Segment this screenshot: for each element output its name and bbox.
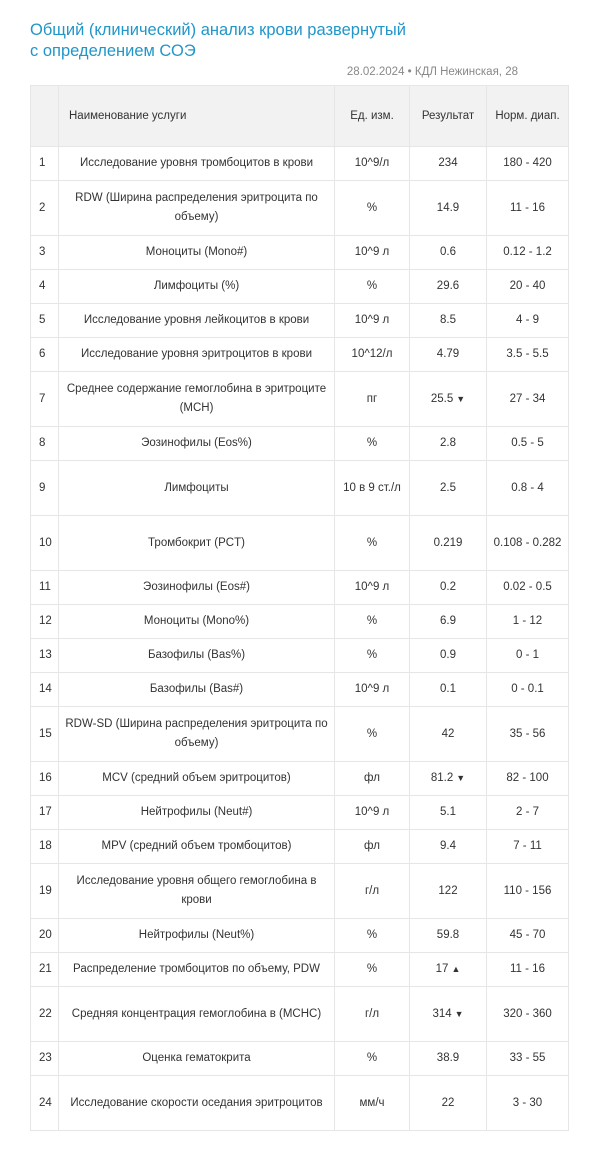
header-num xyxy=(31,86,59,147)
row-unit: % xyxy=(335,605,410,639)
row-num: 5 xyxy=(31,304,59,338)
row-unit: 10^9 л xyxy=(335,673,410,707)
row-result xyxy=(410,461,487,516)
title-line-2: с определением СОЭ xyxy=(30,42,196,60)
row-num: 24 xyxy=(31,1076,59,1131)
row-result xyxy=(410,953,487,987)
row-unit: 10^9/л xyxy=(335,147,410,181)
table-row xyxy=(31,304,569,338)
arrow-down-icon: ▼ xyxy=(454,1008,464,1019)
row-result xyxy=(410,571,487,605)
row-unit: 10^9 л xyxy=(335,236,410,270)
row-num: 17 xyxy=(31,796,59,830)
row-name: MCV (средний объем эритроцитов) xyxy=(59,762,335,796)
row-name: Базофилы (Bas#) xyxy=(59,673,335,707)
row-range: 27 - 34 xyxy=(487,372,569,427)
row-name: Лимфоциты (%) xyxy=(59,270,335,304)
result-value: 2.5 xyxy=(440,481,456,494)
row-unit: 10^12/л xyxy=(335,338,410,372)
result-value: 38.9 xyxy=(436,1052,460,1064)
row-num: 7 xyxy=(31,372,59,427)
result-value: 8.5 xyxy=(440,314,456,326)
table-row xyxy=(31,427,569,461)
row-name: MPV (средний объем тромбоцитов) xyxy=(59,830,335,864)
header-name: Наименование услуги xyxy=(59,86,335,147)
row-range: 4 - 9 xyxy=(487,304,569,338)
row-unit: пг xyxy=(335,372,410,427)
row-num: 3 xyxy=(31,236,59,270)
result-value: 0.2 xyxy=(440,581,456,593)
row-unit: 10^9 л xyxy=(335,571,410,605)
row-unit: 10^9 л xyxy=(335,796,410,830)
row-result xyxy=(410,427,487,461)
row-num: 16 xyxy=(31,762,59,796)
table-body xyxy=(31,147,569,1131)
row-num: 12 xyxy=(31,605,59,639)
page-title xyxy=(30,20,450,62)
row-num: 21 xyxy=(31,953,59,987)
result-value: 42 xyxy=(441,727,455,740)
row-unit: % xyxy=(335,639,410,673)
row-name: Эозинофилы (Eos%) xyxy=(59,427,335,461)
table-row xyxy=(31,372,569,427)
row-num: 1 xyxy=(31,147,59,181)
row-range: 3 - 30 xyxy=(487,1076,569,1131)
row-range: 7 - 11 xyxy=(487,830,569,864)
row-unit: % xyxy=(335,707,410,762)
row-result xyxy=(410,270,487,304)
row-range: 0 - 1 xyxy=(487,639,569,673)
row-num: 9 xyxy=(31,461,59,516)
row-result xyxy=(410,864,487,919)
row-result xyxy=(410,639,487,673)
row-num: 23 xyxy=(31,1042,59,1076)
row-unit: % xyxy=(335,427,410,461)
table-row xyxy=(31,461,569,516)
table-row xyxy=(31,1076,569,1131)
table-row xyxy=(31,987,569,1042)
row-unit: % xyxy=(335,919,410,953)
table-row xyxy=(31,707,569,762)
row-num: 2 xyxy=(31,181,59,236)
table-row xyxy=(31,605,569,639)
row-unit: % xyxy=(335,181,410,236)
row-result xyxy=(410,516,487,571)
result-value: 9.4 xyxy=(440,840,456,852)
row-name: RDW (Ширина распределения эритроцита по объему) xyxy=(59,181,335,236)
table-row xyxy=(31,516,569,571)
result-value: 2.8 xyxy=(440,437,456,449)
table-row xyxy=(31,919,569,953)
row-num: 20 xyxy=(31,919,59,953)
row-name: Исследование уровня общего гемоглобина в крови xyxy=(59,864,335,919)
row-unit: 10^9 л xyxy=(335,304,410,338)
table-row xyxy=(31,236,569,270)
result-value: 234 xyxy=(438,157,458,169)
result-value: 0.1 xyxy=(440,683,456,695)
row-unit: фл xyxy=(335,830,410,864)
result-value: 59.8 xyxy=(436,929,460,941)
row-range: 11 - 16 xyxy=(487,181,569,236)
row-range: 0.5 - 5 xyxy=(487,427,569,461)
row-result xyxy=(410,796,487,830)
table-row xyxy=(31,673,569,707)
row-result xyxy=(410,338,487,372)
arrow-down-icon: ▼ xyxy=(456,773,466,783)
result-value: 6.9 xyxy=(440,615,456,627)
title-line-1: Общий (клинический) анализ крови развернутый xyxy=(30,21,406,39)
row-num: 19 xyxy=(31,864,59,919)
row-unit: мм/ч xyxy=(335,1076,410,1131)
table-row xyxy=(31,639,569,673)
row-name: Эозинофилы (Eos#) xyxy=(59,571,335,605)
row-unit: г/л xyxy=(335,987,410,1042)
table-row xyxy=(31,796,569,830)
table-row xyxy=(31,864,569,919)
table-row xyxy=(31,147,569,181)
result-value: 81.2 xyxy=(430,772,454,784)
row-unit: % xyxy=(335,1042,410,1076)
table-row xyxy=(31,270,569,304)
row-range: 35 - 56 xyxy=(487,707,569,762)
header-unit: Ед. изм. xyxy=(335,86,410,147)
row-range: 3.5 - 5.5 xyxy=(487,338,569,372)
result-value: 122 xyxy=(438,884,458,897)
table-row xyxy=(31,762,569,796)
row-result xyxy=(410,236,487,270)
row-range: 0.12 - 1.2 xyxy=(487,236,569,270)
result-value: 0.219 xyxy=(433,536,463,549)
row-result xyxy=(410,919,487,953)
row-result xyxy=(410,830,487,864)
row-num: 14 xyxy=(31,673,59,707)
result-value: 22 xyxy=(441,1096,455,1109)
row-result xyxy=(410,181,487,236)
row-name: Распределение тромбоцитов по объему, PDW xyxy=(59,953,335,987)
row-result xyxy=(410,304,487,338)
table-row xyxy=(31,571,569,605)
row-range: 0.108 - 0.282 xyxy=(487,516,569,571)
row-result xyxy=(410,673,487,707)
row-range: 45 - 70 xyxy=(487,919,569,953)
row-name: Моноциты (Mono#) xyxy=(59,236,335,270)
row-result xyxy=(410,147,487,181)
row-range: 0.8 - 4 xyxy=(487,461,569,516)
row-result xyxy=(410,605,487,639)
table-row xyxy=(31,338,569,372)
row-range: 0.02 - 0.5 xyxy=(487,571,569,605)
row-unit: % xyxy=(335,270,410,304)
date-location: 28.02.2024 • КДЛ Нежинская, 28 xyxy=(346,66,518,78)
row-range: 180 - 420 xyxy=(487,147,569,181)
row-result xyxy=(410,987,487,1042)
row-num: 4 xyxy=(31,270,59,304)
row-num: 15 xyxy=(31,707,59,762)
result-value: 14.9 xyxy=(436,201,460,214)
row-name: Средняя концентрация гемоглобина в (MCHC) xyxy=(59,987,335,1042)
row-range: 320 - 360 xyxy=(487,987,569,1042)
row-name: Исследование скорости оседания эритроцитов xyxy=(59,1076,335,1131)
row-range: 11 - 16 xyxy=(487,953,569,987)
row-name: Исследование уровня эритроцитов в крови xyxy=(59,338,335,372)
table-row xyxy=(31,1042,569,1076)
row-range: 1 - 12 xyxy=(487,605,569,639)
result-value: 5.1 xyxy=(440,806,456,818)
arrow-down-icon: ▼ xyxy=(456,393,466,404)
result-value: 4.79 xyxy=(436,348,460,360)
row-result xyxy=(410,707,487,762)
row-range: 0 - 0.1 xyxy=(487,673,569,707)
result-value: 25.5 xyxy=(430,392,454,405)
row-unit: % xyxy=(335,953,410,987)
result-value: 17 xyxy=(435,963,449,975)
result-value: 0.6 xyxy=(440,246,456,258)
result-value: 29.6 xyxy=(436,280,460,292)
row-name: RDW-SD (Ширина распределения эритроцита по объему) xyxy=(59,707,335,762)
row-result xyxy=(410,1042,487,1076)
row-unit: % xyxy=(335,516,410,571)
header-range: Норм. диап. xyxy=(487,86,569,147)
row-name: Нейтрофилы (Neut%) xyxy=(59,919,335,953)
row-range: 33 - 55 xyxy=(487,1042,569,1076)
row-num: 10 xyxy=(31,516,59,571)
table-header-row xyxy=(31,86,569,147)
row-result xyxy=(410,762,487,796)
row-range: 82 - 100 xyxy=(487,762,569,796)
row-result xyxy=(410,372,487,427)
row-result xyxy=(410,1076,487,1131)
row-num: 13 xyxy=(31,639,59,673)
row-range: 2 - 7 xyxy=(487,796,569,830)
row-name: Базофилы (Bas%) xyxy=(59,639,335,673)
arrow-up-icon: ▲ xyxy=(451,964,461,974)
row-num: 8 xyxy=(31,427,59,461)
row-range: 110 - 156 xyxy=(487,864,569,919)
row-unit: 10 в 9 ст./л xyxy=(335,461,410,516)
table-row xyxy=(31,953,569,987)
row-name: Исследование уровня тромбоцитов в крови xyxy=(59,147,335,181)
row-num: 22 xyxy=(31,987,59,1042)
table-row xyxy=(31,181,569,236)
result-value: 0.9 xyxy=(440,649,456,661)
row-range: 20 - 40 xyxy=(487,270,569,304)
row-num: 18 xyxy=(31,830,59,864)
row-name: Лимфоциты xyxy=(59,461,335,516)
header-result: Результат xyxy=(410,86,487,147)
row-name: Тромбокрит (PCT) xyxy=(59,516,335,571)
row-num: 6 xyxy=(31,338,59,372)
result-value: 314 xyxy=(432,1007,452,1020)
row-name: Моноциты (Mono%) xyxy=(59,605,335,639)
row-name: Оценка гематокрита xyxy=(59,1042,335,1076)
table-row xyxy=(31,830,569,864)
row-unit: фл xyxy=(335,762,410,796)
row-name: Исследование уровня лейкоцитов в крови xyxy=(59,304,335,338)
row-unit: г/л xyxy=(335,864,410,919)
row-name: Нейтрофилы (Neut#) xyxy=(59,796,335,830)
row-num: 11 xyxy=(31,571,59,605)
results-table xyxy=(30,85,569,1131)
row-name: Среднее содержание гемоглобина в эритроците (MCH) xyxy=(59,372,335,427)
